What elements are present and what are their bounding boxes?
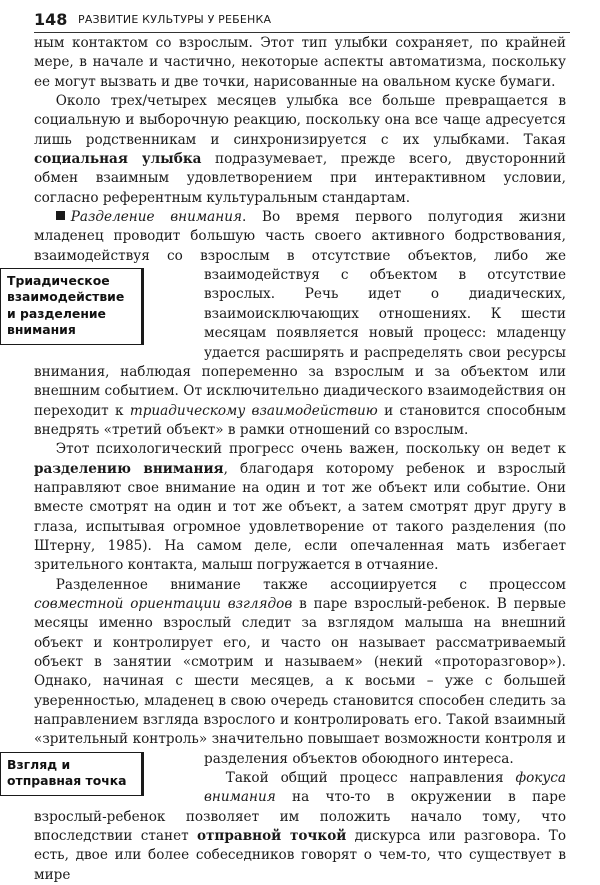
- header-rule: [34, 32, 570, 33]
- sidebar-note-triadic: Триадическое взаимодействие и разделение внимания: [0, 268, 144, 345]
- term-shared-attention: разделению внимания: [34, 460, 224, 477]
- sidebar-bar: [141, 269, 144, 344]
- running-head: РАЗВИТИЕ КУЛЬТУРЫ У РЕБЕНКА: [78, 13, 272, 26]
- sidebar-note-gaze: Взгляд и отправная точка: [0, 752, 144, 796]
- term-starting-point: отправной точкой: [196, 828, 347, 845]
- paragraph-2: Около трех/четырех месяцев улыбка все больше превращается в социальную и выборочную реакцию, поскольку она все чаще адресуется лишь родственникам и синхронизируется с их улыбками. Такая социальная улыбка подразумевает, прежде всего, двусторонний обмен взаимным удовлетворением при интерактивном условии, согласно референтным культуральным стандартам.: [34, 93, 566, 206]
- paragraph-6: Такой общий процесс направления фокуса внимания на что-то в окружении в паре взрослый-ребенок позволяет им положить начало тому, что впоследствии станет отправной точкой дискурса или разговора. То есть, двое или более собеседников говорят о чем-то, что существует в мире: [34, 770, 567, 883]
- paragraph-3: Разделение внимания. Во время первого полугодия жизни младенец проводит большую часть своего активного бодрствования, взаимодействуя со взрослым в отсутствие объектов, либо же взаимодействуя с объектом в отсутствие взрослых. Речь идет о диадических, взаимоисключающих отношениях. К шести месяцам появляется новый процесс: младенцу удается расширять и распределять свои ресурсы внимания, наблюдая попеременно за взрослым и за объектом или внешним событием. От исключительно диадического взаимодействия он переходит к триадическому взаимодействию и становится способным внедрять «третий объект» в рамки отношений со взрослым.: [34, 209, 566, 438]
- paragraph-4: Этот психологический прогресс очень важен, поскольку он ведет к разделению внимания, благодаря которому ребенок и взрослый направляют свое внимание на один и тот же объект или событие. Они вместе смотрят на один и тот же объект, а затем смотрят друг другу в глаза, испытывая огромное удовлетворение от такого разделения (по Штерну, 1985). На самом деле, если опечаленная мать избегает зрительного контакта, малыш погружается в отчаяние.: [34, 441, 567, 574]
- term-social-smile: социальная улыбка: [34, 151, 202, 168]
- page-header: [34, 10, 570, 34]
- page-number: 148: [34, 10, 68, 29]
- sidebar-bar: [141, 753, 144, 795]
- paragraph-1: ным контактом со взрослым. Этот тип улыбки сохраняет, по крайней мере, в начале и частично, некоторые аспекты автоматизма, поскольку ее могут вызвать и две точки, нарисованные на овальном куске бумаги.: [34, 35, 566, 90]
- paragraph-5: Разделенное внимание также ассоциируется с процессом совместной ориентации взглядов в паре взрослый-ребенок. В первые месяцы именно взрослый следит за взглядом малыша на внешний объект и контролирует его, и часто он называет рассматриваемый объект в занятии «смотрим и называем» (некий «проторазговор»). Однако, начиная с шести месяцев, а к восьми – уже с большей уверенностью, младенец в свою очередь становится способен следить за направлением взгляда взрослого и контролировать его. Такой взаимный «зрительный контроль» значительно повышает возможности контроля и разделения объектов обоюдного интереса.: [34, 576, 566, 769]
- square-bullet-icon: [56, 211, 65, 220]
- section-heading-attention: Разделение внимания: [70, 209, 242, 226]
